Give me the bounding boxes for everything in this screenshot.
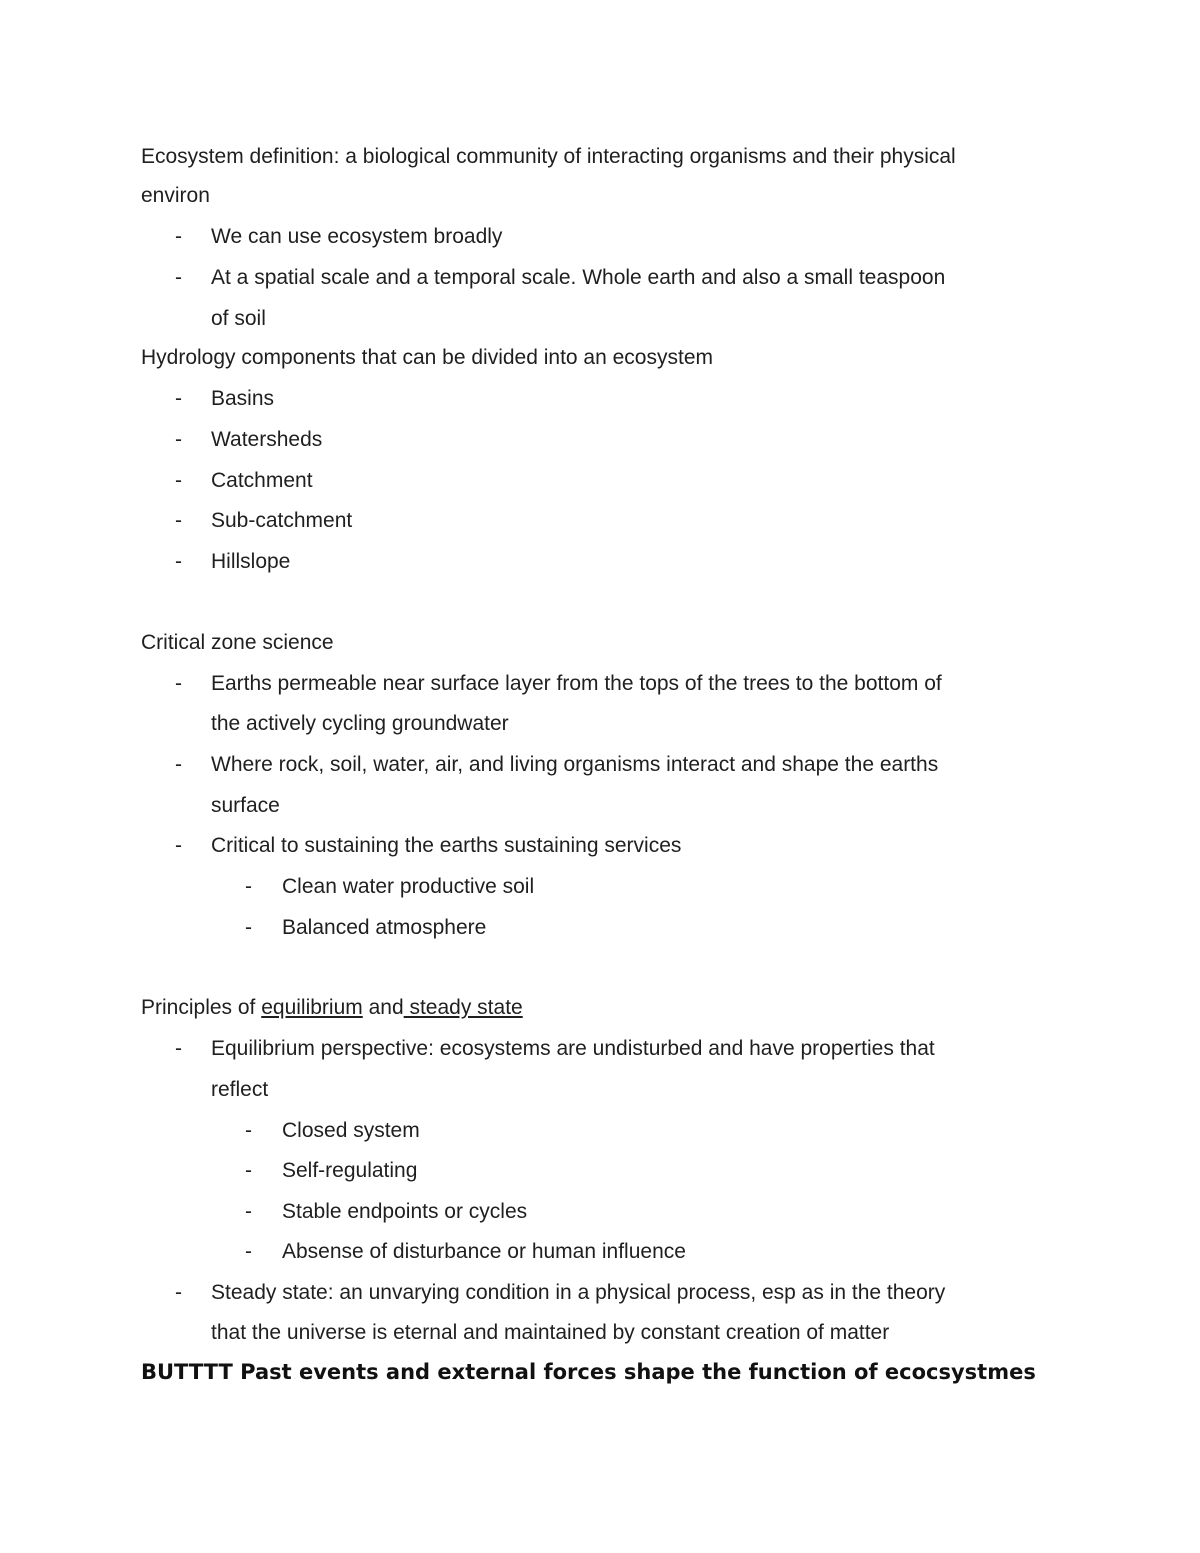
- sub-list-item-text: Closed system: [282, 1119, 420, 1142]
- bullet-dash: -: [175, 550, 182, 573]
- list-item-text: Critical to sustaining the earths sustaining services: [211, 834, 682, 857]
- list-item-text: We can use ecosystem broadly: [211, 225, 503, 248]
- sub-list-item-text: Clean water productive soil: [282, 875, 535, 898]
- bullet-dash: -: [175, 509, 182, 532]
- list-item: [0, 744, 1200, 785]
- list-item-text: Where rock, soil, water, air, and living organisms interact and shape the earths: [211, 753, 939, 776]
- principles-heading-and: and: [362, 996, 404, 1019]
- list-item: [0, 1028, 1200, 1069]
- list-item-continuation: that the universe is eternal and maintained by constant creation of matter: [211, 1321, 890, 1344]
- list-item: [0, 541, 1200, 582]
- bullet-dash: -: [175, 428, 182, 451]
- sub-list-item-text: Absense of disturbance or human influence: [282, 1240, 686, 1263]
- steady-state-term: steady state: [403, 996, 523, 1019]
- list-item-text: Hillslope: [211, 550, 291, 573]
- list-item-continuation: the actively cycling groundwater: [211, 712, 509, 735]
- critical-zone-heading: Critical zone science: [141, 631, 334, 654]
- bullet-dash: -: [245, 1240, 252, 1263]
- list-item-text: Sub-catchment: [211, 509, 353, 532]
- bullet-dash: -: [245, 1119, 252, 1142]
- bullet-dash: -: [245, 1159, 252, 1182]
- list-item: [0, 419, 1200, 460]
- sub-list-item: [0, 1191, 1200, 1232]
- hydrology-heading: Hydrology components that can be divided into an ecosystem: [141, 346, 713, 369]
- list-item-text: At a spatial scale and a temporal scale. Whole earth and also a small teaspoon: [211, 266, 946, 289]
- list-item: [0, 460, 1200, 501]
- list-item: [0, 257, 1200, 298]
- bullet-dash: -: [175, 672, 182, 695]
- sub-list-item: [0, 866, 1200, 907]
- equilibrium-term: equilibrium: [261, 996, 363, 1019]
- bullet-dash: -: [245, 875, 252, 898]
- sub-list-item-text: Stable endpoints or cycles: [282, 1200, 528, 1223]
- bullet-dash: -: [175, 1037, 182, 1060]
- bullet-dash: -: [245, 916, 252, 939]
- list-item-text: Steady state: an unvarying condition in a physical process, esp as in the theory: [211, 1281, 946, 1304]
- bullet-dash: -: [175, 387, 182, 410]
- ecosystem-heading-line-1: Ecosystem definition: a biological community of interacting organisms and their physical: [141, 145, 956, 168]
- sub-list-item: [0, 1110, 1200, 1151]
- closing-statement: BUTTTT Past events and external forces shape the function of ecocsystmes: [141, 1360, 1036, 1384]
- sub-list-item: [0, 907, 1200, 948]
- list-item: [0, 1272, 1200, 1313]
- list-item-continuation: surface: [211, 794, 280, 817]
- principles-heading: [141, 987, 523, 1028]
- ecosystem-heading-line-2: environ: [141, 184, 210, 207]
- bullet-dash: -: [175, 225, 182, 248]
- list-item: [0, 216, 1200, 257]
- list-item-text: Catchment: [211, 469, 313, 492]
- list-item: [0, 663, 1200, 704]
- bullet-dash: -: [175, 834, 182, 857]
- list-item-text: Earths permeable near surface layer from the tops of the trees to the bottom of: [211, 672, 942, 695]
- bullet-dash: -: [175, 469, 182, 492]
- list-item: [0, 378, 1200, 419]
- list-item-continuation: of soil: [211, 307, 266, 330]
- list-item-text: Equilibrium perspective: ecosystems are undisturbed and have properties that: [211, 1037, 935, 1060]
- bullet-dash: -: [175, 266, 182, 289]
- principles-heading-prefix: Principles of: [141, 996, 262, 1019]
- list-item: [0, 825, 1200, 866]
- sub-list-item-text: Self-regulating: [282, 1159, 418, 1182]
- bullet-dash: -: [245, 1200, 252, 1223]
- bullet-dash: -: [175, 753, 182, 776]
- sub-list-item: [0, 1150, 1200, 1191]
- sub-list-item: [0, 1231, 1200, 1272]
- list-item-continuation: reflect: [211, 1078, 269, 1101]
- list-item-text: Watersheds: [211, 428, 323, 451]
- list-item: [0, 500, 1200, 541]
- bullet-dash: -: [175, 1281, 182, 1304]
- list-item-text: Basins: [211, 387, 275, 410]
- sub-list-item-text: Balanced atmosphere: [282, 916, 487, 939]
